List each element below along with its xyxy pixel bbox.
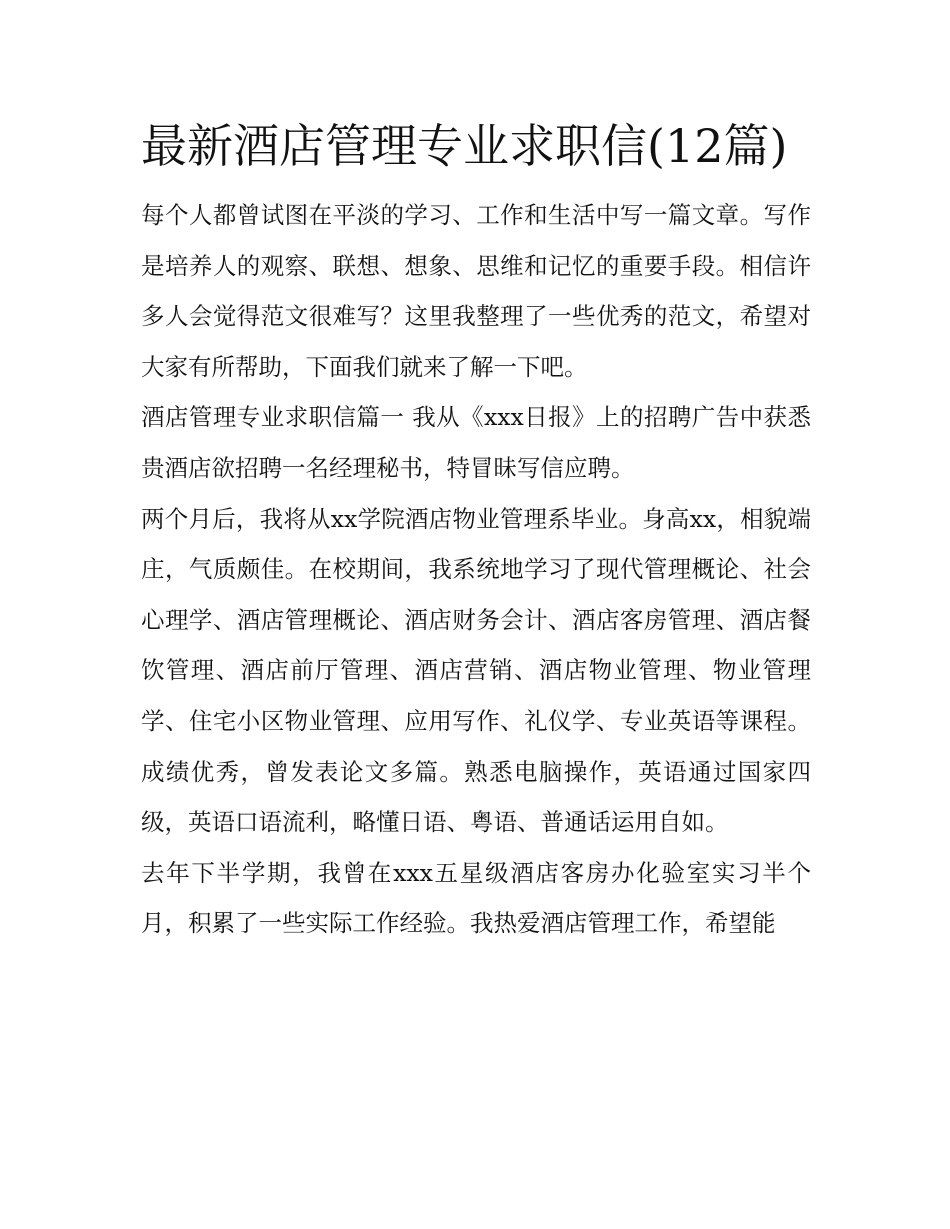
document-content (141, 112, 811, 949)
paragraph-letter-opening: 酒店管理专业求职信篇一 我从《xxx日报》上的招聘广告中获悉贵酒店欲招聘一名经理秘书，特冒昧写信应聘。 (141, 403, 811, 482)
paragraph-intro: 每个人都曾试图在平淡的学习、工作和生活中写一篇文章。写作是培养人的观察、联想、想象、思维和记忆的重要手段。相信许多人会觉得范文很难写？这里我整理了一些优秀的范文，希望对大家有所帮助，下面我们就来了解一下吧。 (141, 201, 811, 381)
document-title: 最新酒店管理专业求职信(12篇) (141, 119, 788, 173)
paragraph-experience: 去年下半学期，我曾在xxx五星级酒店客房办化验室实习半个月，积累了一些实际工作经验。我热爱酒店管理工作，希望能 (141, 858, 811, 938)
paragraph-education: 两个月后，我将从xx学院酒店物业管理系毕业。身高xx，相貌端庄，气质颇佳。在校期间，我系统地学习了现代管理概论、社会心理学、酒店管理概论、酒店财务会计、酒店客房管理、酒店餐饮管理、酒店前厅管理、酒店营销、酒店物业管理、物业管理学、住宅小区物业管理、应用写作、礼仪学、专业英语等课程。成绩优秀，曾发表论文多篇。熟悉电脑操作，英语通过国家四级，英语口语流利，略懂日语、粤语、普通话运用自如。 (141, 504, 811, 837)
